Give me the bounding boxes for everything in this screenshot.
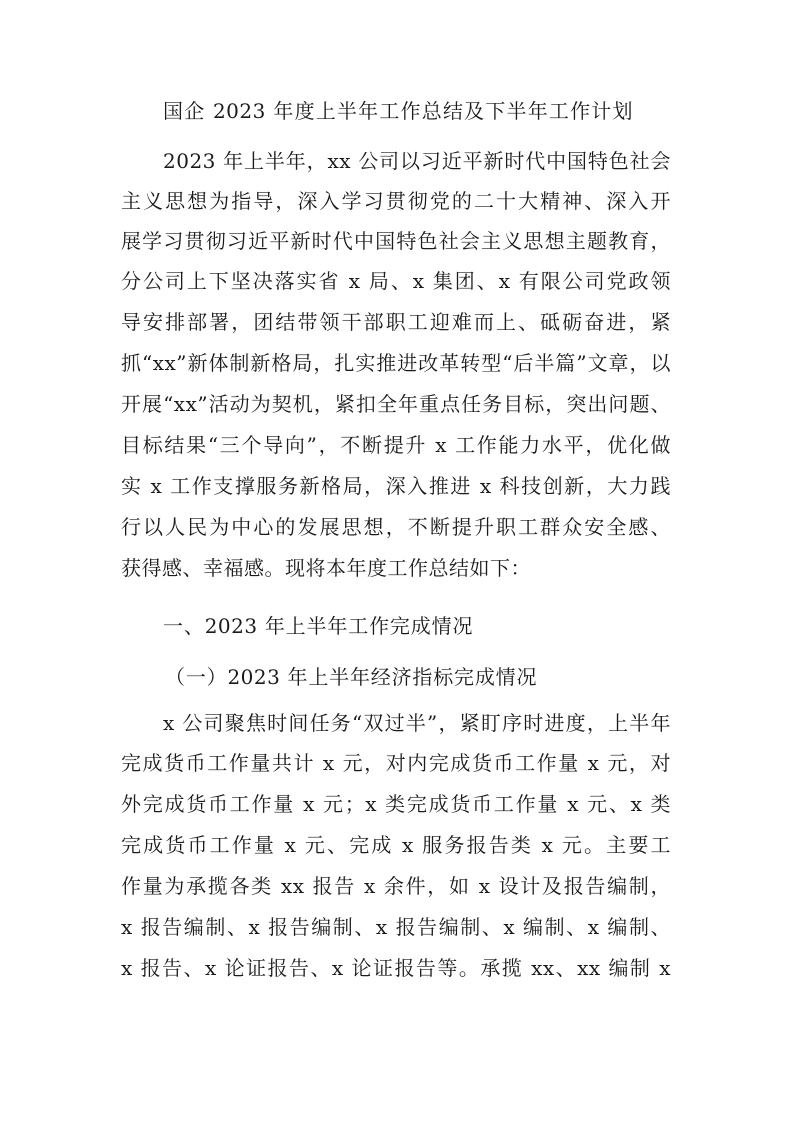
paragraph-line: x 报告编制、x 报告编制、x 报告编制、x 编制、x 编制、 (121, 915, 671, 939)
paragraph-line: 2023 年上半年，xx 公司以习近平新时代中国特色社会 (163, 149, 671, 173)
paragraph-line: 实 x 工作支撑服务新格局，深入推进 x 科技创新，大力践 (121, 474, 671, 498)
paragraph-line: 作量为承揽各类 xx 报告 x 余件，如 x 设计及报告编制， (121, 874, 671, 898)
paragraph-line: 抓“xx”新体制新格局，扎实推进改革转型“后半篇”文章，以 (121, 351, 671, 375)
paragraph-line: 完成货币工作量 x 元、完成 x 服务报告类 x 元。主要工 (121, 833, 671, 857)
paragraph-line: x 报告、x 论证报告、x 论证报告等。承揽 xx、xx 编制 x (121, 956, 671, 980)
paragraph-line: 行以人民为中心的发展思想，不断提升职工群众安全感、 (121, 515, 671, 539)
paragraph-line: 开展“xx”活动为契机，紧扣全年重点任务目标，突出问题、 (121, 392, 671, 416)
paragraph-line: 展学习贯彻习近平新时代中国特色社会主义思想主题教育， (121, 229, 671, 253)
paragraph-line: 外完成货币工作量 x 元；x 类完成货币工作量 x 元、x 类 (121, 792, 671, 816)
document-title: 国企 2023 年度上半年工作总结及下半年工作计划 (163, 99, 633, 123)
paragraph-line: 完成货币工作量共计 x 元，对内完成货币工作量 x 元，对 (121, 751, 671, 775)
subsection-heading: （一）2023 年上半年经济指标完成情况 (165, 665, 537, 689)
section-heading: 一、2023 年上半年工作完成情况 (163, 614, 473, 638)
paragraph-line: x 公司聚焦时间任务“双过半”，紧盯序时进度，上半年 (163, 711, 671, 735)
paragraph-line: 导安排部署，团结带领干部职工迎难而上、砥砺奋进，紧 (121, 310, 671, 334)
paragraph-line: 主义思想为指导，深入学习贯彻党的二十大精神、深入开 (121, 189, 671, 213)
paragraph-line: 目标结果“三个导向”，不断提升 x 工作能力水平，优化做 (121, 433, 671, 457)
paragraph-line: 获得感、幸福感。现将本年度工作总结如下： (121, 556, 531, 580)
paragraph-line: 分公司上下坚决落实省 x 局、x 集团、x 有限公司党政领 (121, 269, 671, 293)
